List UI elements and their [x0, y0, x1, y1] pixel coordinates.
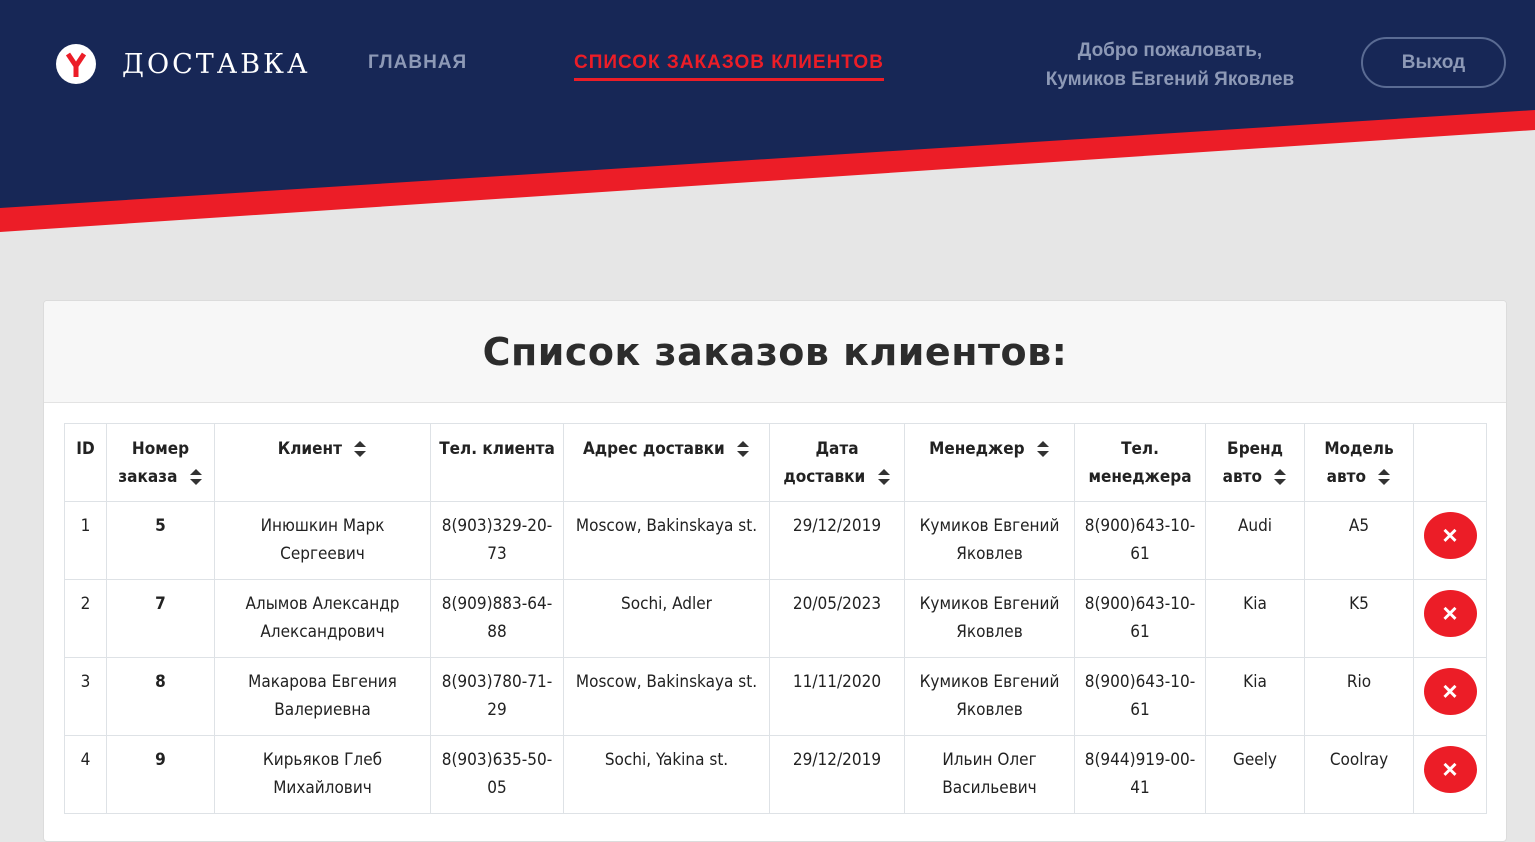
cell-manager-phone: 8(944)919-00-41 [1075, 736, 1206, 814]
cell-manager-phone: 8(900)643-10-61 [1075, 580, 1206, 658]
cell-actions [1414, 580, 1487, 658]
cell-manager: Кумиков Евгений Яковлев [905, 502, 1075, 580]
col-client[interactable] [215, 424, 431, 502]
col-id-label: ID [76, 439, 95, 459]
col-brand[interactable] [1206, 424, 1305, 502]
cell-order-num: 7 [107, 580, 215, 658]
cell-brand: Geely [1206, 736, 1305, 814]
col-manager-label: Менеджер [929, 439, 1025, 459]
col-client-phone-label: Тел. клиента [439, 439, 555, 459]
cell-manager-phone: 8(900)643-10-61 [1075, 502, 1206, 580]
cell-id: 1 [65, 502, 107, 580]
cell-address: Moscow, Bakinskaya st. [564, 658, 770, 736]
cell-client: Макарова Евгения Валериевна [215, 658, 431, 736]
cell-model: K5 [1305, 580, 1414, 658]
col-manager[interactable] [905, 424, 1075, 502]
cell-address: Moscow, Bakinskaya st. [564, 502, 770, 580]
col-address[interactable] [564, 424, 770, 502]
cell-manager-phone: 8(900)643-10-61 [1075, 658, 1206, 736]
cell-client-phone: 8(903)780-71-29 [431, 658, 564, 736]
cell-date: 29/12/2019 [770, 502, 905, 580]
close-icon: × [1442, 598, 1458, 628]
orders-table [64, 423, 1487, 814]
navbar [0, 0, 1535, 130]
col-id [65, 424, 107, 502]
sort-icon[interactable] [189, 468, 203, 486]
col-client-phone [431, 424, 564, 502]
col-address-label: Адрес доставки [582, 439, 725, 459]
nav-orders-link[interactable]: СПИСОК ЗАКАЗОВ КЛИЕНТОВ [574, 52, 884, 81]
cell-client: Кирьяков Глеб Михайлович [215, 736, 431, 814]
cell-date: 29/12/2019 [770, 736, 905, 814]
cell-order-num: 9 [107, 736, 215, 814]
col-client-label: Клиент [277, 439, 342, 459]
welcome-line-1: Добро пожаловать, [1077, 40, 1263, 61]
cell-brand: Kia [1206, 658, 1305, 736]
cell-address: Sochi, Yakina st. [564, 736, 770, 814]
cell-manager: Кумиков Евгений Яковлев [905, 580, 1075, 658]
cell-model: Rio [1305, 658, 1414, 736]
cell-model: A5 [1305, 502, 1414, 580]
cell-client: Инюшкин Марк Сергеевич [215, 502, 431, 580]
cell-model: Coolray [1305, 736, 1414, 814]
cell-address: Sochi, Adler [564, 580, 770, 658]
cell-date: 11/11/2020 [770, 658, 905, 736]
sort-icon[interactable] [736, 440, 750, 458]
col-manager-phone [1075, 424, 1206, 502]
cell-actions [1414, 736, 1487, 814]
cell-client-phone: 8(903)635-50-05 [431, 736, 564, 814]
col-date-label: Дата доставки [783, 439, 866, 487]
delete-order-button[interactable] [1424, 512, 1477, 559]
cell-client: Алымов Александр Александрович [215, 580, 431, 658]
cell-actions [1414, 502, 1487, 580]
table-row [65, 736, 1487, 814]
cell-actions [1414, 658, 1487, 736]
brand[interactable] [56, 44, 310, 84]
cell-order-num: 8 [107, 658, 215, 736]
nav-home-link[interactable]: ГЛАВНАЯ [368, 52, 468, 73]
page-title: Список заказов клиентов: [482, 329, 1068, 374]
cell-date: 20/05/2023 [770, 580, 905, 658]
cell-manager: Кумиков Евгений Яковлев [905, 658, 1075, 736]
col-date[interactable] [770, 424, 905, 502]
table-header-row [65, 424, 1487, 502]
cell-brand: Kia [1206, 580, 1305, 658]
table-row [65, 502, 1487, 580]
sort-icon[interactable] [877, 468, 891, 486]
col-brand-label: Бренд авто [1222, 439, 1283, 487]
close-icon: × [1442, 676, 1458, 706]
col-model[interactable] [1305, 424, 1414, 502]
col-actions [1414, 424, 1487, 502]
col-order-num[interactable] [107, 424, 215, 502]
delete-order-button[interactable] [1424, 668, 1477, 715]
brand-name: ДОСТАВКА [122, 48, 311, 80]
col-model-label: Модель авто [1324, 439, 1394, 487]
cell-order-num: 5 [107, 502, 215, 580]
table-row [65, 580, 1487, 658]
col-order-num-label: Номер заказа [118, 439, 190, 487]
sort-icon[interactable] [353, 440, 367, 458]
welcome-user-name: Кумиков Евгений Яковлев [1045, 69, 1295, 90]
close-icon: × [1442, 520, 1458, 550]
close-icon: × [1442, 754, 1458, 784]
cell-brand: Audi [1206, 502, 1305, 580]
delete-order-button[interactable] [1424, 590, 1477, 637]
logout-button[interactable]: Выход [1361, 37, 1506, 88]
sort-icon[interactable] [1036, 440, 1050, 458]
cell-id: 3 [65, 658, 107, 736]
table-row [65, 658, 1487, 736]
orders-card [43, 300, 1507, 842]
cell-client-phone: 8(903)329-20-73 [431, 502, 564, 580]
yandex-logo-icon [56, 44, 96, 84]
delete-order-button[interactable] [1424, 746, 1477, 793]
welcome-message [1010, 36, 1330, 94]
card-header [44, 301, 1506, 403]
col-manager-phone-label: Тел. менеджера [1088, 439, 1192, 487]
sort-icon[interactable] [1273, 468, 1287, 486]
cell-id: 4 [65, 736, 107, 814]
cell-client-phone: 8(909)883-64-88 [431, 580, 564, 658]
cell-manager: Ильин Олег Васильевич [905, 736, 1075, 814]
sort-icon[interactable] [1377, 468, 1391, 486]
cell-id: 2 [65, 580, 107, 658]
